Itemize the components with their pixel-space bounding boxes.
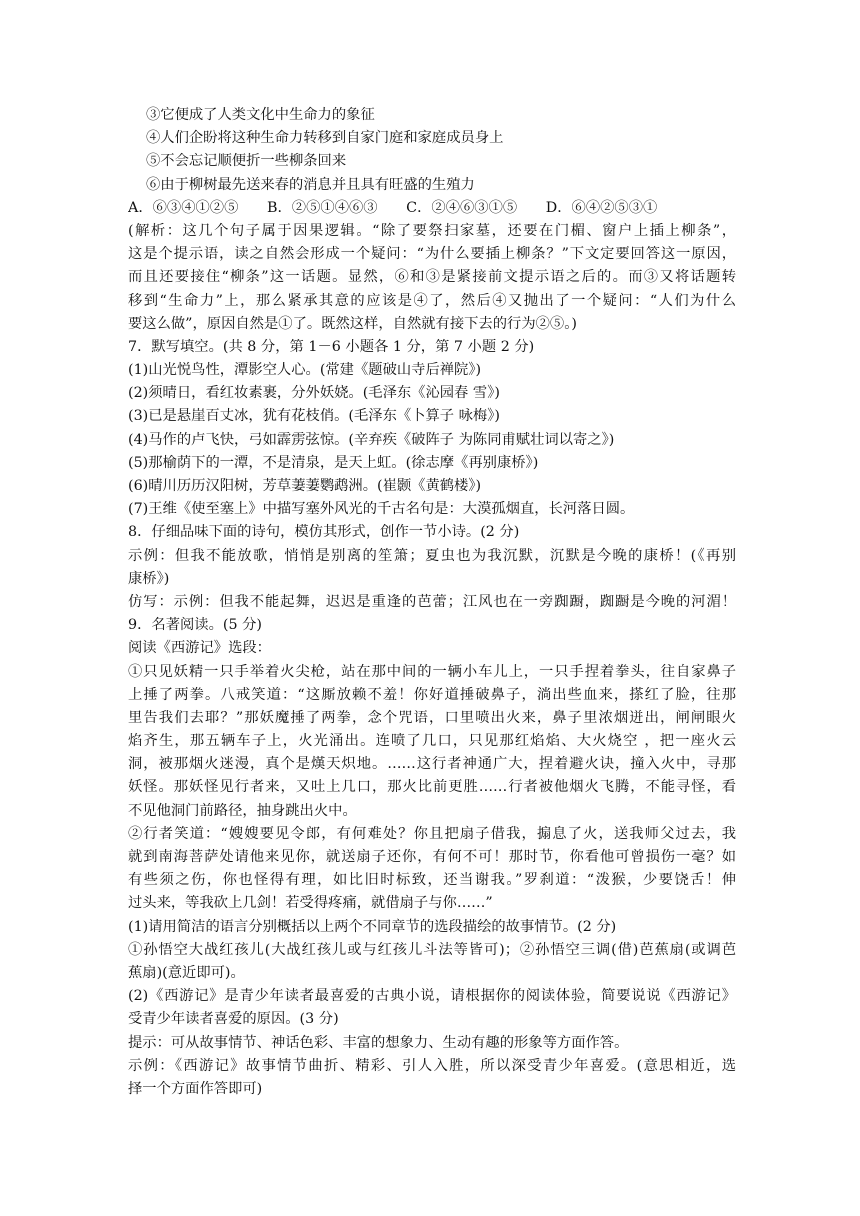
text-line: 择一个方面作答即可) xyxy=(128,1080,263,1097)
text-line: 就到南海菩萨处请他来见你，就送扇子还你，有何不可！那时节，你看他可曾损伤一毫？如 xyxy=(128,849,736,865)
text-line: ①只见妖精一只手举着火尖枪，站在那中间的一辆小车儿上，一只手捏着拳头，往自家鼻子 xyxy=(128,663,736,680)
text-line: 过头来，等我砍上几剑！若受得疼痛，就借扇子与你……” xyxy=(128,895,493,912)
text-line: (5)那榆荫下的一潭，不是清泉，是天上虹。(徐志摩《再别康桥》) xyxy=(128,454,539,471)
text-line: ⑤不会忘记顺便折一些柳条回来 xyxy=(146,153,347,170)
text-line: 受青少年读者喜爱的原因。(3 分) xyxy=(128,1011,339,1028)
text-line: (2)《西游记》是青少年读者最喜爱的古典小说，请根据你的阅读体验，简要说说《西游记》 xyxy=(128,988,736,1005)
text-line: 不见他洞门前路径，抽身跳出火中。 xyxy=(128,802,357,819)
text-line: 阅读《西游记》选段： xyxy=(128,640,271,657)
text-line: 8．仔细品味下面的诗句，模仿其形式，创作一节小诗。(2 分) xyxy=(128,524,520,541)
text-line: 示例：但我不能放歌，悄悄是别离的笙箫；夏虫也为我沉默，沉默是今晚的康桥！(《再别 xyxy=(128,547,736,564)
text-line: (6)晴川历历汉阳树，芳草萋萋鹦鹉洲。(崔颢《黄鹤楼》) xyxy=(128,478,482,494)
text-line: 而且还要接住“柳条”这一话题。显然，⑥和③是紧接前文提示语之后的。而③又将话题转 xyxy=(128,269,736,286)
text-line: (2)须晴日，看红妆素裹，分外妖娆。(毛泽东《沁园春 雪》) xyxy=(128,385,500,402)
text-line: 仿写：示例：但我不能起舞，迟迟是重逢的芭蕾；江风也在一旁踟蹰，踟蹰是今晚的河湄！ xyxy=(128,593,736,610)
text-line: 7．默写填空。(共 8 分，第 1－6 小题各 1 分，第 7 小题 2 分) xyxy=(128,338,535,355)
text-line: 蕉扇)(意近即可)。 xyxy=(128,964,245,981)
text-line: ⑥由于柳树最先送来春的消息并且具有旺盛的生殖力 xyxy=(146,176,475,193)
text-line: ②行者笑道：“嫂嫂要见令郎，有何难处？你且把扇子借我，搧息了火，送我师父过去，我 xyxy=(128,825,736,842)
text-line: 提示：可从故事情节、神话色彩、丰富的想象力、生动有趣的形象等方面作答。 xyxy=(128,1034,629,1051)
text-line: 洞，被那烟火迷漫，真个是熯天炽地。……这行者神通广大，捏着避火诀，撞入火中，寻那 xyxy=(128,756,736,773)
text-line: 示例：《西游记》故事情节曲折、精彩、引人入胜，所以深受青少年喜爱。(意思相近，选 xyxy=(128,1057,736,1074)
text-line: 里告我们去耶？”那妖魔捶了两拳，念个咒语，口里喷出火来，鼻子里浓烟迸出，闸闸眼火 xyxy=(128,709,736,726)
text-line: 有些须之伤，你也怪得有理，如比旧时标致，还当谢我。”罗刹道：“泼猴，少要饶舌！伸 xyxy=(128,872,736,889)
text-line: A．⑥③④①②⑤ B．②⑤①④⑥③ C．②④⑥③①⑤ D．⑥④②⑤③① xyxy=(128,199,658,216)
text-line: ①孙悟空大战红孩儿(大战红孩儿或与红孩儿斗法等皆可)；②孙悟空三调(借)芭蕉扇(或调芭 xyxy=(128,941,736,958)
text-line: (7)王维《使至塞上》中描写塞外风光的千古名句是：大漠孤烟直，长河落日圆。 xyxy=(128,501,635,518)
document-body xyxy=(128,104,736,1101)
text-line: 康桥》) xyxy=(128,570,170,587)
text-line: ③它便成了人类文化中生命力的象征 xyxy=(146,107,375,123)
text-line: 妖怪。那妖怪见行者来，又吐上几口，那火比前更胜……行者被他烟火飞腾，不能寻怪，看 xyxy=(128,779,736,796)
text-line: (1)山光悦鸟性，潭影空人心。(常建《题破山寺后禅院》) xyxy=(128,362,482,379)
text-line: (1)请用简洁的语言分别概括以上两个不同章节的选段描绘的故事情节。(2 分) xyxy=(128,918,617,935)
text-line: 焰齐生，那五辆车子上，火光涌出。连喷了几口，只见那红焰焰、大火烧空 ，把一座火云 xyxy=(128,733,736,750)
text-line: 这是个提示语，读之自然会形成一个疑问：“为什么要插上柳条？”下文定要回答这一原因， xyxy=(128,246,736,263)
text-line: (解析：这几个句子属于因果逻辑。“除了要祭扫家墓，还要在门楣、窗户上插上柳条”， xyxy=(128,222,736,239)
text-line: (3)已是悬崖百丈冰，犹有花枝俏。(毛泽东《卜算子 咏梅》) xyxy=(128,408,500,425)
text-line: 9．名著阅读。(5 分) xyxy=(128,617,262,634)
text-line: 上捶了两拳。八戒笑道：“这厮放赖不羞！你好道捶破鼻子，淌出些血来，搽红了脸，往那 xyxy=(128,686,736,703)
text-line: (4)马作的卢飞快，弓如霹雳弦惊。(辛弃疾《破阵子 为陈同甫赋壮词以寄之》) xyxy=(128,431,615,448)
text-line: 要这么做”，原因自然是①了。既然这样，自然就有接下去的行为②⑤。) xyxy=(128,315,577,332)
text-line: 移到“生命力”上，那么紧承其意的应该是④了，然后④又抛出了一个疑问：“人们为什么 xyxy=(128,292,736,309)
text-line: ④人们企盼将这种生命力转移到自家门庭和家庭成员身上 xyxy=(146,130,504,147)
